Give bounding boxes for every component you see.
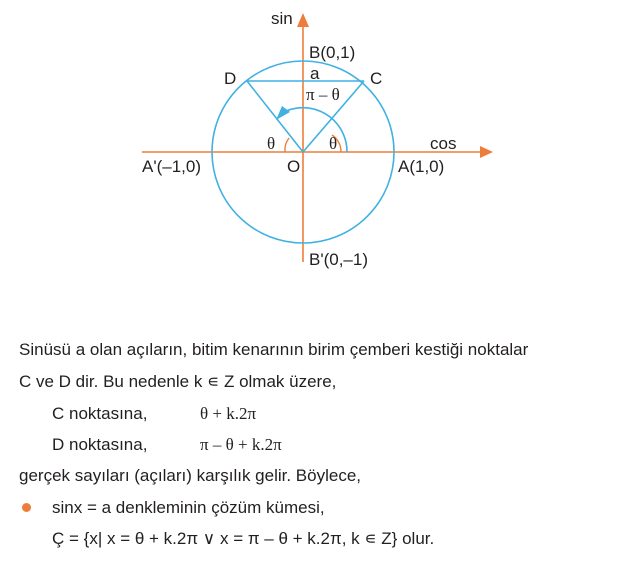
bullet-dot-icon: [22, 503, 31, 512]
theta-left-label: θ: [267, 134, 276, 153]
bullet-line: sinx = a denkleminin çözüm kümesi,: [52, 498, 325, 517]
point-B-prime-label: B'(0,–1): [309, 250, 368, 269]
solution-set: Ç = {x| x = θ + k.2π ∨ x = π – θ + k.2π, k ∊ Z} olur.: [52, 529, 435, 548]
point-B-label: B(0,1): [309, 43, 356, 62]
point-a-label: a: [310, 64, 320, 83]
axis-sin-label: sin: [271, 9, 293, 28]
y-axis-arrow-icon: [297, 13, 309, 27]
c-point-value: θ + k.2π: [200, 404, 257, 423]
x-axis-arrow-icon: [480, 146, 493, 158]
d-point-label: D noktasına,: [52, 435, 148, 454]
arc-arrow-icon: [276, 106, 290, 120]
arc-pi-minus-theta: [282, 108, 347, 152]
point-A-label: A(1,0): [398, 157, 445, 176]
point-C-label: C: [370, 69, 383, 88]
origin-label: O: [287, 157, 301, 176]
d-point-value: π – θ + k.2π: [200, 435, 282, 454]
point-D-label: D: [224, 69, 237, 88]
angle-pi-theta-label: π – θ: [306, 85, 340, 104]
text-line-5: gerçek sayıları (açıları) karşılık gelir. Böylece,: [19, 466, 362, 485]
axis-cos-label: cos: [430, 134, 457, 153]
point-A-prime-label: A'(–1,0): [142, 157, 201, 176]
arc-theta-left: [285, 138, 289, 152]
theta-right-label: θ: [329, 134, 338, 153]
text-line-1: Sinüsü a olan açıların, bitim kenarının birim çemberi kestiği noktalar: [19, 340, 529, 359]
c-point-label: C noktasına,: [52, 404, 148, 423]
text-line-2: C ve D dir. Bu nedenle k ∊ Z olmak üzere,: [19, 372, 337, 391]
